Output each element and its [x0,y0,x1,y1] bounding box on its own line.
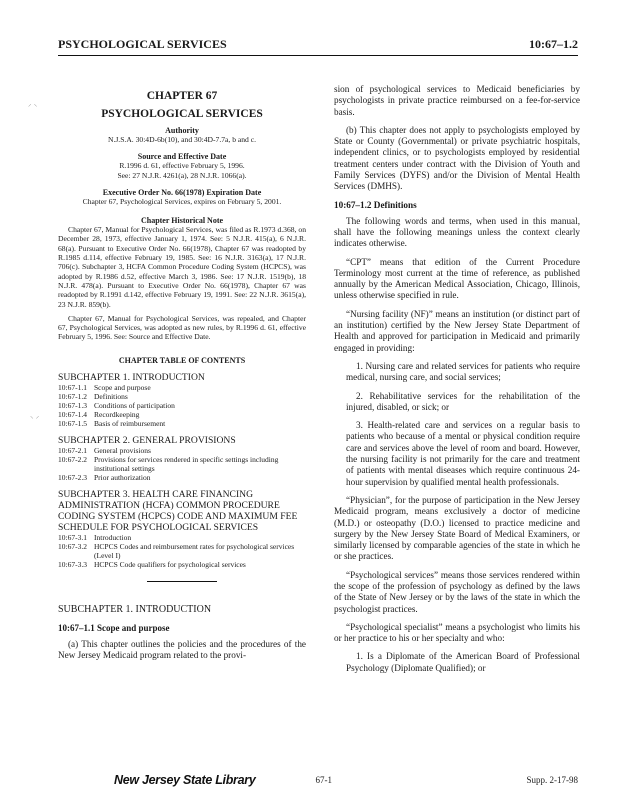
toc-entry-number: 10:67-2.1 [58,445,87,455]
definition-nursing-facility: “Nursing facility (NF)” means an institution (or distinct part of an institution) certified by the New Jersey State Department of Health and approved for participation in Medicaid and primarily engaged in providing: [334,308,580,353]
toc-entry[interactable] [58,419,306,428]
toc-entry-number: 10:67-1.3 [58,400,87,410]
chapter-title: PSYCHOLOGICAL SERVICES [101,108,263,120]
toc-entry-number: 10:67-1.4 [58,409,87,419]
toc-subchapter-title: SUBCHAPTER 2. GENERAL PROVISIONS [58,434,236,446]
toc-heading: CHAPTER TABLE OF CONTENTS [118,355,246,365]
toc-entry-title: Scope and purpose [94,382,151,392]
executive-order-heading: Executive Order No. 66(1978) Expiration Date [102,187,262,197]
scan-mark: ⸜ ⸝ [30,412,40,420]
toc-entry[interactable] [58,383,306,392]
toc-entry[interactable] [58,392,306,401]
definition-psychological-specialist: “Psychological specialist” means a psychologist who limits his or her practice to his or her specialty and who: [334,621,580,644]
toc-entry-title: Provisions for services rendered in specific settings including institutional settings [94,454,279,473]
toc-entry-number: 10:67-3.3 [58,559,87,569]
toc-entry-title: Basis of reimbursement [94,418,166,428]
source-heading: Source and Effective Date [137,152,227,162]
toc-entry[interactable] [58,560,306,569]
toc-entry[interactable] [58,533,306,542]
toc-entry-number: 10:67-3.2 [58,541,87,551]
toc-entry-title: HCPCS Codes and reimbursement rates for psychological services (Level I) [94,541,295,560]
right-column [334,84,580,681]
toc-entry-number: 10:67-2.2 [58,454,87,464]
toc-entry[interactable] [58,455,306,473]
definitions-intro: The following words and terms, when used in this manual, shall have the following meanings unless the context clearly indicates otherwise. [334,215,580,249]
toc-entry-title: Introduction [94,532,132,542]
toc-entry-title: General provisions [94,445,151,455]
toc-subchapter [58,372,306,428]
executive-order-text: Chapter 67, Psychological Services, expires on February 5, 2001. [82,196,282,206]
authority-text: N.J.S.A. 30:4D-6b(10), and 30:4D-7.7a, b and c. [107,135,257,144]
section-1-2-heading: 10:67–1.2 Definitions [334,199,417,210]
left-column [58,84,306,661]
toc-entry-title: Definitions [94,391,128,401]
toc-entry[interactable] [58,401,306,410]
toc-subchapter [58,489,306,569]
historical-note-text: Chapter 67, Manual for Psychological Services, was repealed, and Chapter 67, Psychological Services, was adopted as new rules, by R.1996 d. 61, effective February 5, 1996. See: Source and Effective Date. [58,313,306,342]
library-logo: New Jersey State Library [114,773,256,787]
toc-entry-title: Conditions of participation [94,400,175,410]
toc-entry-number: 10:67-1.1 [58,382,87,392]
toc-subchapter-title: SUBCHAPTER 1. INTRODUCTION [58,371,205,383]
page-footer [58,770,578,790]
section-1-1-paragraph-a: (a) This chapter outlines the policies and the procedures of the New Jersey Medicaid program related to the provi- [58,638,306,661]
historical-note-text: Chapter 67, Manual for Psychological Services, was filed as R.1973 d.368, on December 28, 1973, effective January 1, 1974. See: 5 N.J.R. 415(a), 6 N.J.R. 68(a). Pursuant to Executive Order No. 66(1978), Chapter 67 was readopted by R.1985 d.114, effective February 19, 1985. See: 16 N.J.R. 3163(a), 17 N.J.R. 706(c). Subchapter 3, HCFA Common Procedure Coding System (HCPCS), was adopted by R.1986 d.52, effective March 3, 1986. See: 17 N.J.R. 1519(b), 18 N.J.R. 478(a). Pursuant to Executive Order No. 66(1978), Chapter 67 was readopted by R.1991 d.142, effective February 19, 1991. See: 22 N.J.R. 3615(a), 23 N.J.R. 859(b). [58,225,306,309]
supplement-date: Supp. 2-17-98 [526,775,578,785]
nursing-facility-item: 1. Nursing care and related services for patients who require medical, nursing care, and social services; [346,360,580,383]
toc-entry[interactable] [58,410,306,419]
section-1-1-heading: 10:67–1.1 Scope and purpose [58,622,170,633]
toc-entry[interactable] [58,542,306,560]
subchapter-1-title: SUBCHAPTER 1. INTRODUCTION [58,603,212,615]
toc-entry[interactable] [58,446,306,455]
page-number: 67-1 [315,775,332,785]
definition-physician: “Physician”, for the purpose of participation in the New Jersey Medicaid program, means exclusively a doctor of medicine (M.D.) or osteopathy (D.O.) licensed to practice medicine and surgery by the New Jersey State Board of Medical Examiners, or similarly licensed by comparable agencies of the state in which he or she practices. [334,494,580,562]
toc-entry-number: 10:67-2.3 [58,472,87,482]
scope-continuation: sion of psychological services to Medicaid beneficiaries by psychologists in private practice reimbursed on a fee-for-service basis. [334,84,580,117]
toc-entry[interactable] [58,473,306,482]
historical-note-heading: Chapter Historical Note [140,216,224,226]
header-title: PSYCHOLOGICAL SERVICES [58,37,227,51]
authority-heading: Authority [165,126,199,135]
toc-subchapter [58,435,306,482]
toc-entry-number: 10:67-3.1 [58,532,87,542]
nursing-facility-item: 3. Health-related care and services on a regular basis to patients who because of a mental or physical condition require care and services above the level of room and board. However, the nursing facility is not primarily for the care and treatment of patients with mental diseases which require continuous 24-hour supervision by qualified mental health professionals. [346,420,580,487]
nursing-facility-item: 2. Rehabilitative services for the rehabilitation of the injured, disabled, or sick; or [346,390,580,412]
chapter-number: CHAPTER 67 [146,90,218,102]
scope-paragraph-b: (b) This chapter does not apply to psychologists employed by State or County (Governmental) or private psychiatric hospitals, independent clinics, or to psychologists employed by residential treatment centers under contract with the Division of Youth and Family Services (DYFS) and/or the Division of Mental Health Services (DMHS). [334,124,580,192]
toc-entry-number: 10:67-1.2 [58,391,87,401]
toc-entry-title: Prior authorization [94,472,151,482]
toc-entry-number: 10:67-1.5 [58,418,87,428]
source-text: R.1996 d. 61, effective February 5, 1996. [119,161,245,171]
section-divider [147,581,217,582]
running-header [58,30,578,56]
toc-subchapter-title: SUBCHAPTER 3. HEALTH CARE FINANCING ADMINISTRATION (HCFA) COMMON PROCEDURE CODING SYSTEM (HCPCS) CODE AND MAXIMUM FEE SCHEDULE FOR PSYCHOLOGICAL SERVICES [58,488,298,533]
header-section-number: 10:67–1.2 [529,37,578,51]
toc-entry-title: Recordkeeping [94,409,140,419]
toc-entry-title: HCPCS Code qualifiers for psychological services [94,559,246,569]
definition-cpt: “CPT” means that edition of the Current Procedure Terminology most current at the time of reference, as published annually by the American Medical Association, Chicago, Illinois, unless otherwise specified in rule. [334,256,580,301]
specialist-item: 1. Is a Diplomate of the American Board of Professional Psychology (Diplomate Qualified); or [346,651,580,673]
scan-mark: ⸝ ⸜ [28,100,38,108]
source-text: See: 27 N.J.R. 4261(a), 28 N.J.R. 1066(a). [117,170,247,180]
definition-psychological-services: “Psychological services” means those services rendered within the scope of the profession of psychology as defined by the laws of the State of New Jersey or by the laws of the state in which the psychologist practices. [334,569,580,614]
